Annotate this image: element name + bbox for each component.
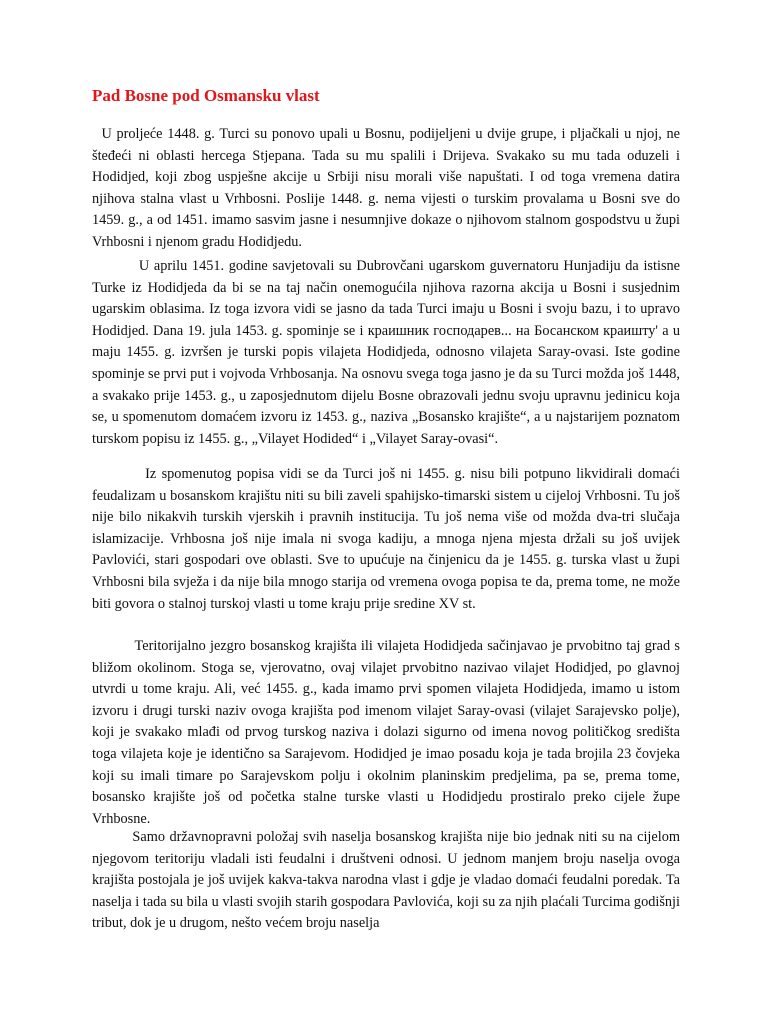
paragraph-1: U proljeće 1448. g. Turci su ponovo upali u Bosnu, podijeljeni u dvije grupe, i pljačkali u njoj, ne šteđeći ni oblasti hercega Stjepana. Tada su mu spalili i Drijeva. Svakako su mu tada oduzeli i Hodidjed, koji zbog uspješne akcije u Srbiji nisu morali više napuštati. I od toga vremena datira njihova stalna vlast u Vrhbosni. Poslije 1448. g. nema vijesti o turskim provalama u Bosni sve do 1459. g., a od 1451. imamo sasvim jasne i nesumnjive dokaze o njihovom stalnom gospodstvu u župi Vrhbosni i njenom gradu Hodidjedu. <box>92 126 680 250</box>
paragraph-4: Teritorijalno jezgro bosanskog krajišta ili vilajeta Hodidjeda sačinjavao je prvobitno taj grad s bližom okolinom. Stoga se, vjerovatno, ovaj vilajet prvobitno nazivao vilajet Hodidjed, po glavnoj utvrdi u tome kraju. Ali, već 1455. g., kada imamo prvi spomen vilajeta Hodidjeda, imamo u istom izvoru i drugi turski naziv ovoga krajišta pod imenom vilajet Saray-ovasi (vilajet Sarajevsko polje), koji je svakako mlađi od prvog turskog naziva i dolazi sigurno od imena novog političkog središta toga vilajeta koje je identično sa Sarajevom. Hodidjed je imao posadu koja je tada brojila 23 čovjeka koji su imali timare po Sarajevskom polju i okolnim planinskim predjelima, pa se, prema tome, bosansko krajište još od početka stalne turske vlasti u Hodidjedu prostiralo preko cijele župe Vrhbosne. <box>92 638 680 827</box>
paragraph-2: U aprilu 1451. godine savjetovali su Dubrovčani ugarskom guvernatoru Hunjadiju da istisne Turke iz Hodidjeda da bi se na taj način onemogućila njihova razorna akcija u Bosni i susjednim ugarskim oblasima. Iz toga izvora vidi se jasno da tada Turci imaju u Bosni i svoju bazu, i to upravo Hodidjed. Dana 19. jula 1453. g. spominje se i краишник господарев... на Босанском краишту' a u maju 1455. g. izvršen je turski popis vilajeta Hodidjeda, odnosno vilajeta Saray-ovasi. Iste godine spominje se prvi put i vojvoda Vrhbosanja. Na osnovu svega toga jasno je da su Turci možda još 1448, a svakako prije 1453. g., u zaposjednutom dijelu Bosne obrazovali jednu svoju upravnu jedinicu koja se, u spomenutom domaćem izvoru iz 1453. g., naziva „Bosansko krajište“, a u najstarijem poznatom turskom popisu iz 1455. g., „Vilayet Hodided“ i „Vilayet Saray-ovasi“. <box>92 258 680 447</box>
document-title: Pad Bosne pod Osmansku vlast <box>92 86 320 105</box>
paragraph-3: Iz spomenutog popisa vidi se da Turci još ni 1455. g. nisu bili potpuno likvidirali domaći feudalizam u bosanskom krajištu niti su bili zaveli spahijsko-timarski sistem u cijeloj Vrhbosni. Tu još nije bilo nikakvih turskih vjerskih i pravnih institucija. Tu još nema više od možda dva-tri slučaja islamizacije. Vrhbosna još nije imala ni svoga kadiju, a mnoga njena mjesta držali su još uvijek Pavlovići, stari gospodari ove oblasti. Sve to upućuje na činjenicu da je 1455. g. turska vlast u župi Vrhbosni bila svježa i da nije bila mnogo starija od vremena ovoga popisa te da, prema tome, ne može biti govora o stalnoj turskoj vlasti u tome kraju prije sredine XV st. <box>92 466 680 612</box>
paragraph-5: Samo državnopravni položaj svih naselja bosanskog krajišta nije bio jednak niti su na cijelom njegovom teritoriju vladali isti feudalni i društveni odnosi. U jednom manjem broju naselja ovoga krajišta postojala je još uvijek kakva-takva narodna vlast i gdje je vladao domaći feudalni poredak. Ta naselja i tada su bila u vlasti svojih starih gospodara Pavlovića, koji su za njih plaćali Turcima godišnji tribut, dok je u drugom, nešto većem broju naselja <box>92 829 680 932</box>
